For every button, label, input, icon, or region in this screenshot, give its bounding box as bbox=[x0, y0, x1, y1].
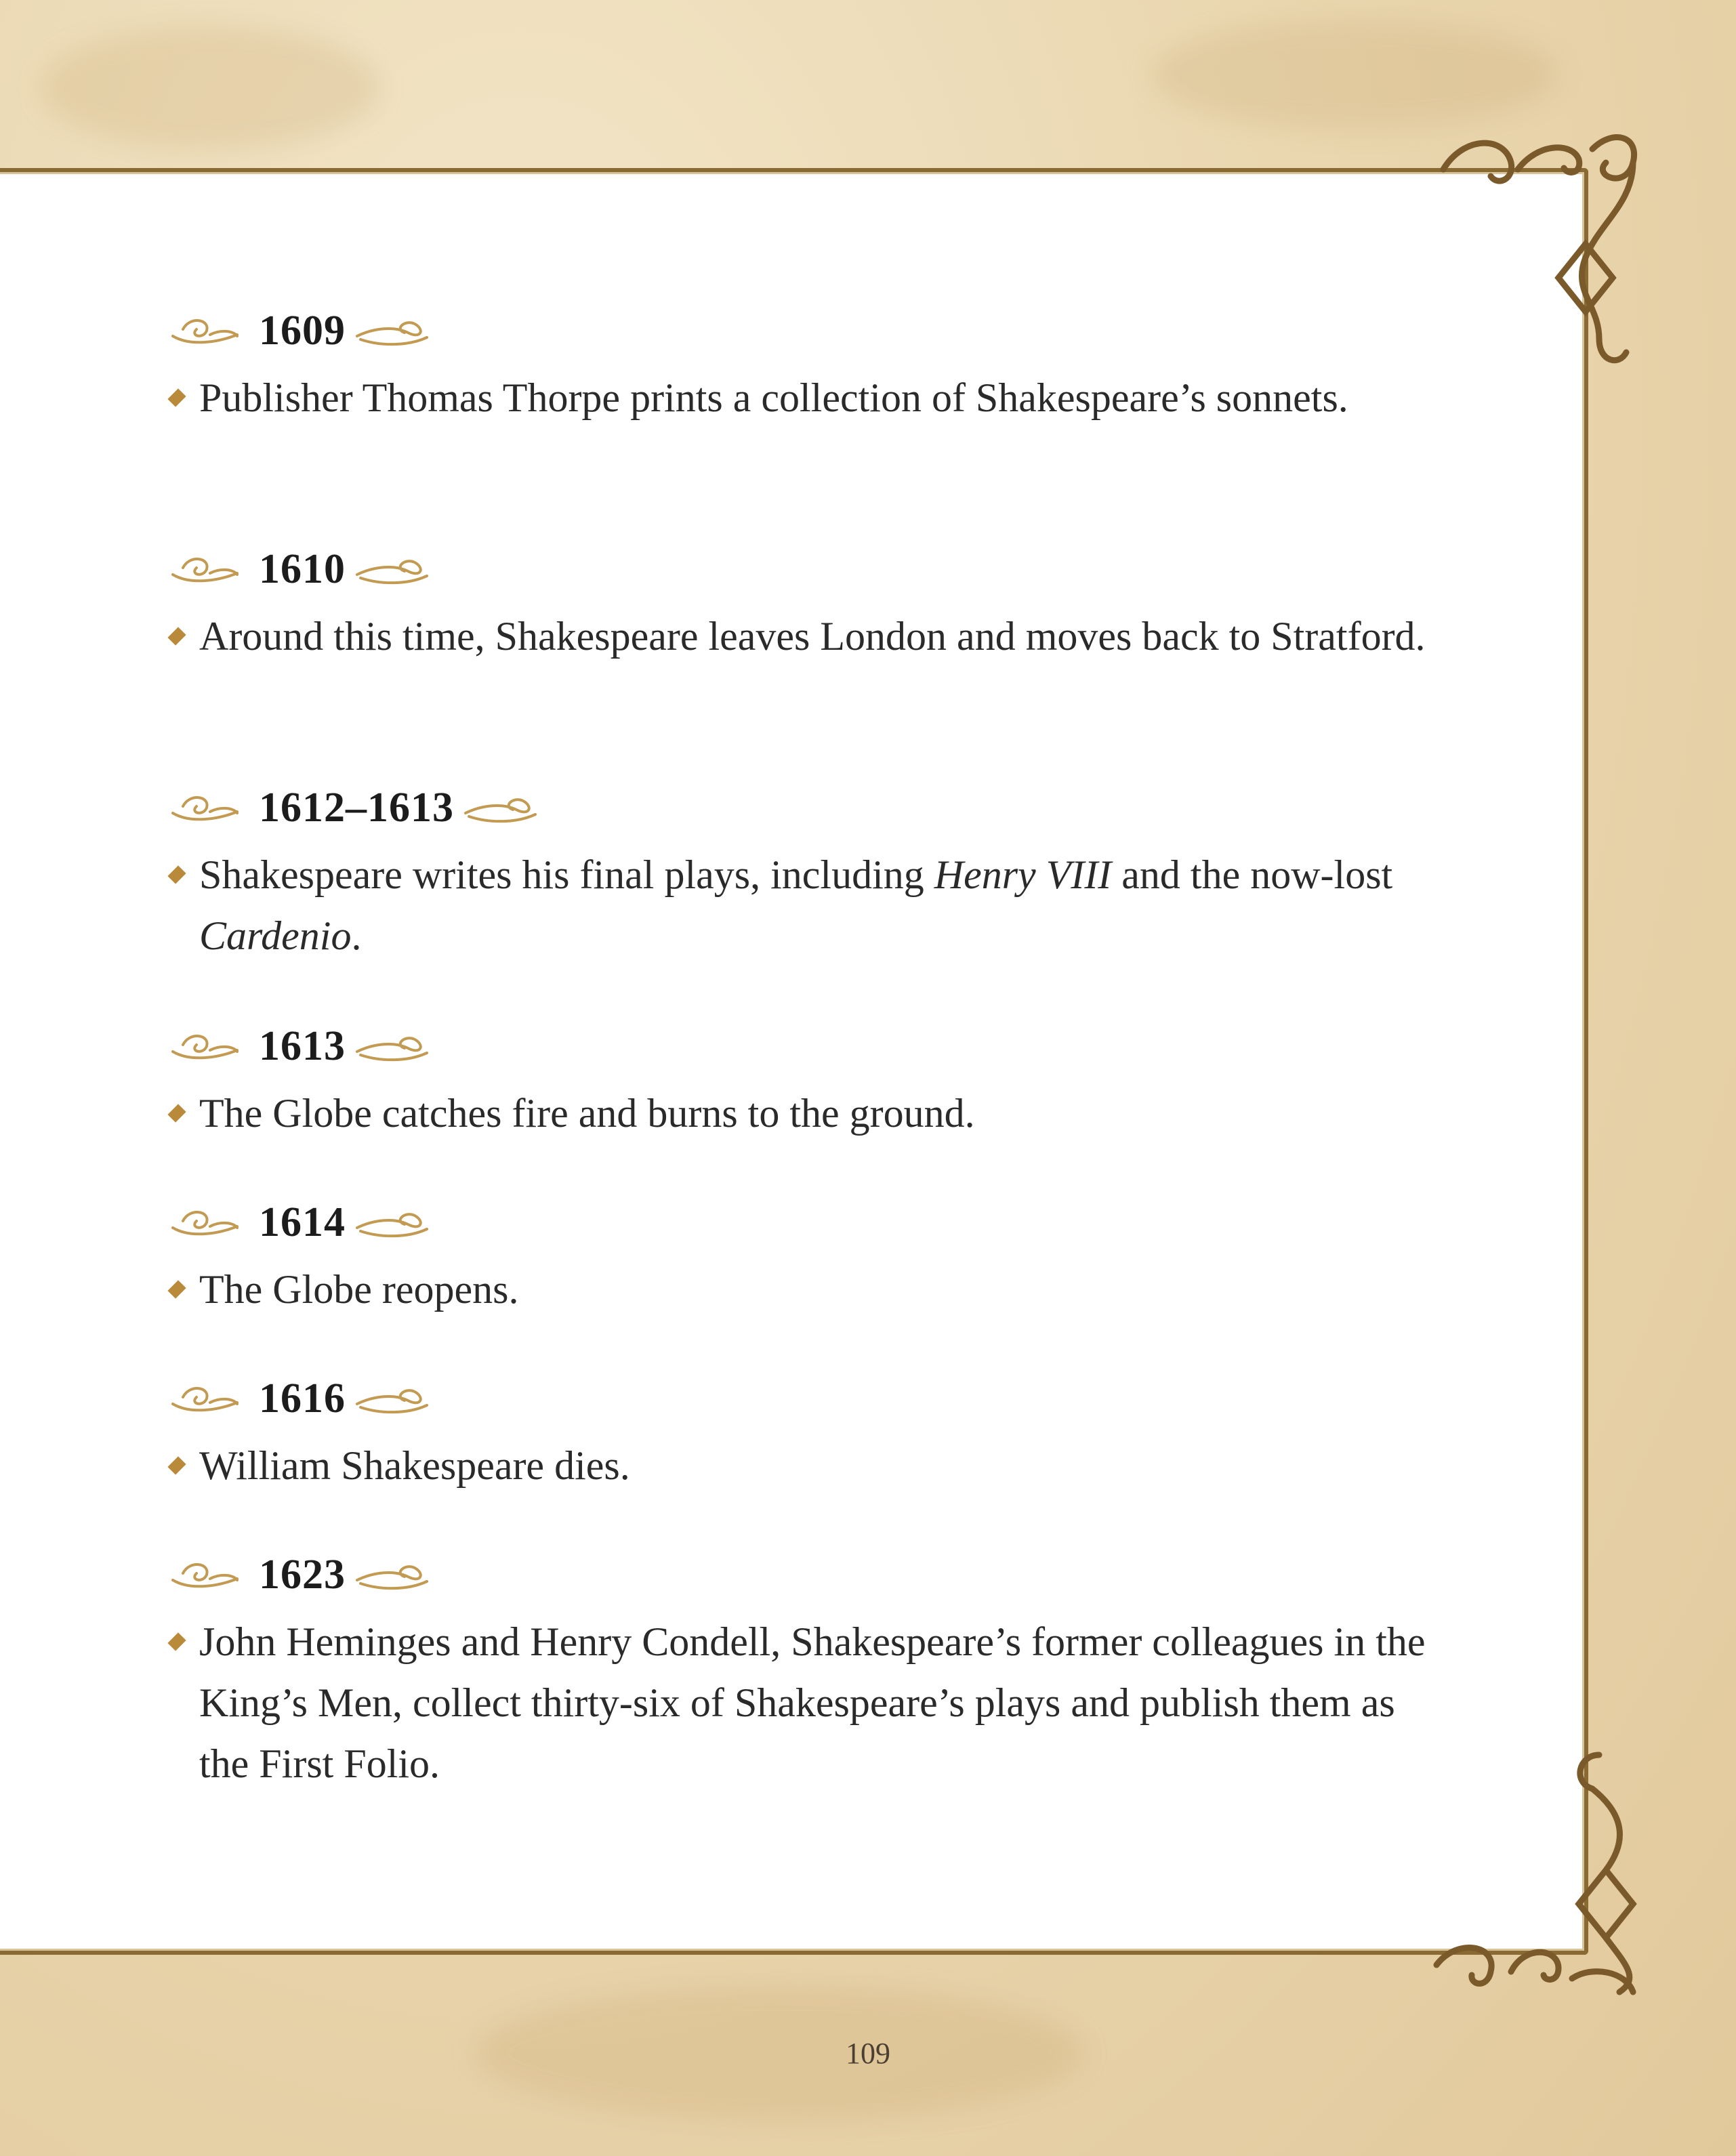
diamond-bullet-icon bbox=[167, 1280, 186, 1298]
flourish-right-icon bbox=[354, 1553, 428, 1596]
year-heading bbox=[169, 1542, 1453, 1607]
flourish-right-icon bbox=[462, 786, 537, 829]
event-description: and the now-lost bbox=[1111, 852, 1393, 897]
event-text bbox=[169, 367, 1453, 428]
flourish-right-icon bbox=[354, 547, 428, 591]
timeline-entry bbox=[169, 1542, 1453, 1794]
flourish-left-icon bbox=[169, 1553, 244, 1596]
flourish-right-icon bbox=[354, 309, 428, 352]
flourish-left-icon bbox=[169, 1024, 244, 1068]
diamond-bullet-icon bbox=[167, 1456, 186, 1474]
event-description: Around this time, Shakespeare leaves London and moves back to Stratford. bbox=[199, 614, 1426, 659]
corner-flourish-top-right bbox=[1437, 122, 1660, 379]
year-heading bbox=[169, 537, 1453, 602]
timeline-entry bbox=[169, 298, 1453, 428]
year-label: 1623 bbox=[259, 1551, 346, 1598]
play-title: Henry VIII bbox=[934, 852, 1112, 897]
event-description: The Globe reopens. bbox=[199, 1267, 519, 1312]
year-label: 1612–1613 bbox=[259, 784, 454, 831]
event-text bbox=[169, 1259, 1453, 1320]
event-description: The Globe catches fire and burns to the ground. bbox=[199, 1091, 975, 1136]
year-heading bbox=[169, 1190, 1453, 1255]
flourish-left-icon bbox=[169, 1377, 244, 1420]
play-title: Cardenio bbox=[199, 913, 352, 958]
diamond-bullet-icon bbox=[167, 1104, 186, 1122]
event-text bbox=[169, 1083, 1453, 1144]
flourish-left-icon bbox=[169, 309, 244, 352]
flourish-right-icon bbox=[354, 1377, 428, 1420]
corner-flourish-bottom-right bbox=[1423, 1741, 1667, 2012]
event-text bbox=[169, 844, 1453, 966]
diamond-bullet-icon bbox=[167, 865, 186, 884]
year-label: 1614 bbox=[259, 1199, 346, 1245]
event-description: . bbox=[351, 913, 362, 958]
event-text bbox=[169, 606, 1453, 667]
diamond-bullet-icon bbox=[167, 627, 186, 645]
flourish-left-icon bbox=[169, 1201, 244, 1244]
timeline-entry bbox=[169, 1366, 1453, 1496]
event-description: Shakespeare writes his final plays, including bbox=[199, 852, 934, 897]
diamond-bullet-icon bbox=[167, 388, 186, 407]
event-text bbox=[169, 1611, 1453, 1794]
year-label: 1610 bbox=[259, 545, 346, 592]
paper-stain bbox=[41, 27, 379, 149]
paper-stain bbox=[1152, 20, 1558, 129]
year-heading bbox=[169, 1366, 1453, 1431]
flourish-right-icon bbox=[354, 1201, 428, 1244]
flourish-right-icon bbox=[354, 1024, 428, 1068]
page-number: 109 bbox=[846, 2037, 890, 2070]
year-label: 1609 bbox=[259, 307, 346, 354]
event-description: John Heminges and Henry Condell, Shakespeare’s former colleagues in the King’s Men, collect thirty-six of Shakespeare’s plays and publish them as the First Folio. bbox=[199, 1619, 1426, 1786]
timeline-entry bbox=[169, 1014, 1453, 1144]
event-description: Publisher Thomas Thorpe prints a collection of Shakespeare’s sonnets. bbox=[199, 375, 1348, 420]
event-text bbox=[169, 1435, 1453, 1496]
year-label: 1616 bbox=[259, 1375, 346, 1422]
flourish-left-icon bbox=[169, 547, 244, 591]
timeline-entry bbox=[169, 1190, 1453, 1320]
flourish-left-icon bbox=[169, 786, 244, 829]
timeline-entry bbox=[169, 537, 1453, 667]
timeline-entry bbox=[169, 775, 1453, 966]
event-description: William Shakespeare dies. bbox=[199, 1443, 630, 1488]
year-heading bbox=[169, 775, 1453, 840]
year-heading bbox=[169, 298, 1453, 363]
year-label: 1613 bbox=[259, 1022, 346, 1069]
year-heading bbox=[169, 1014, 1453, 1079]
diamond-bullet-icon bbox=[167, 1632, 186, 1651]
